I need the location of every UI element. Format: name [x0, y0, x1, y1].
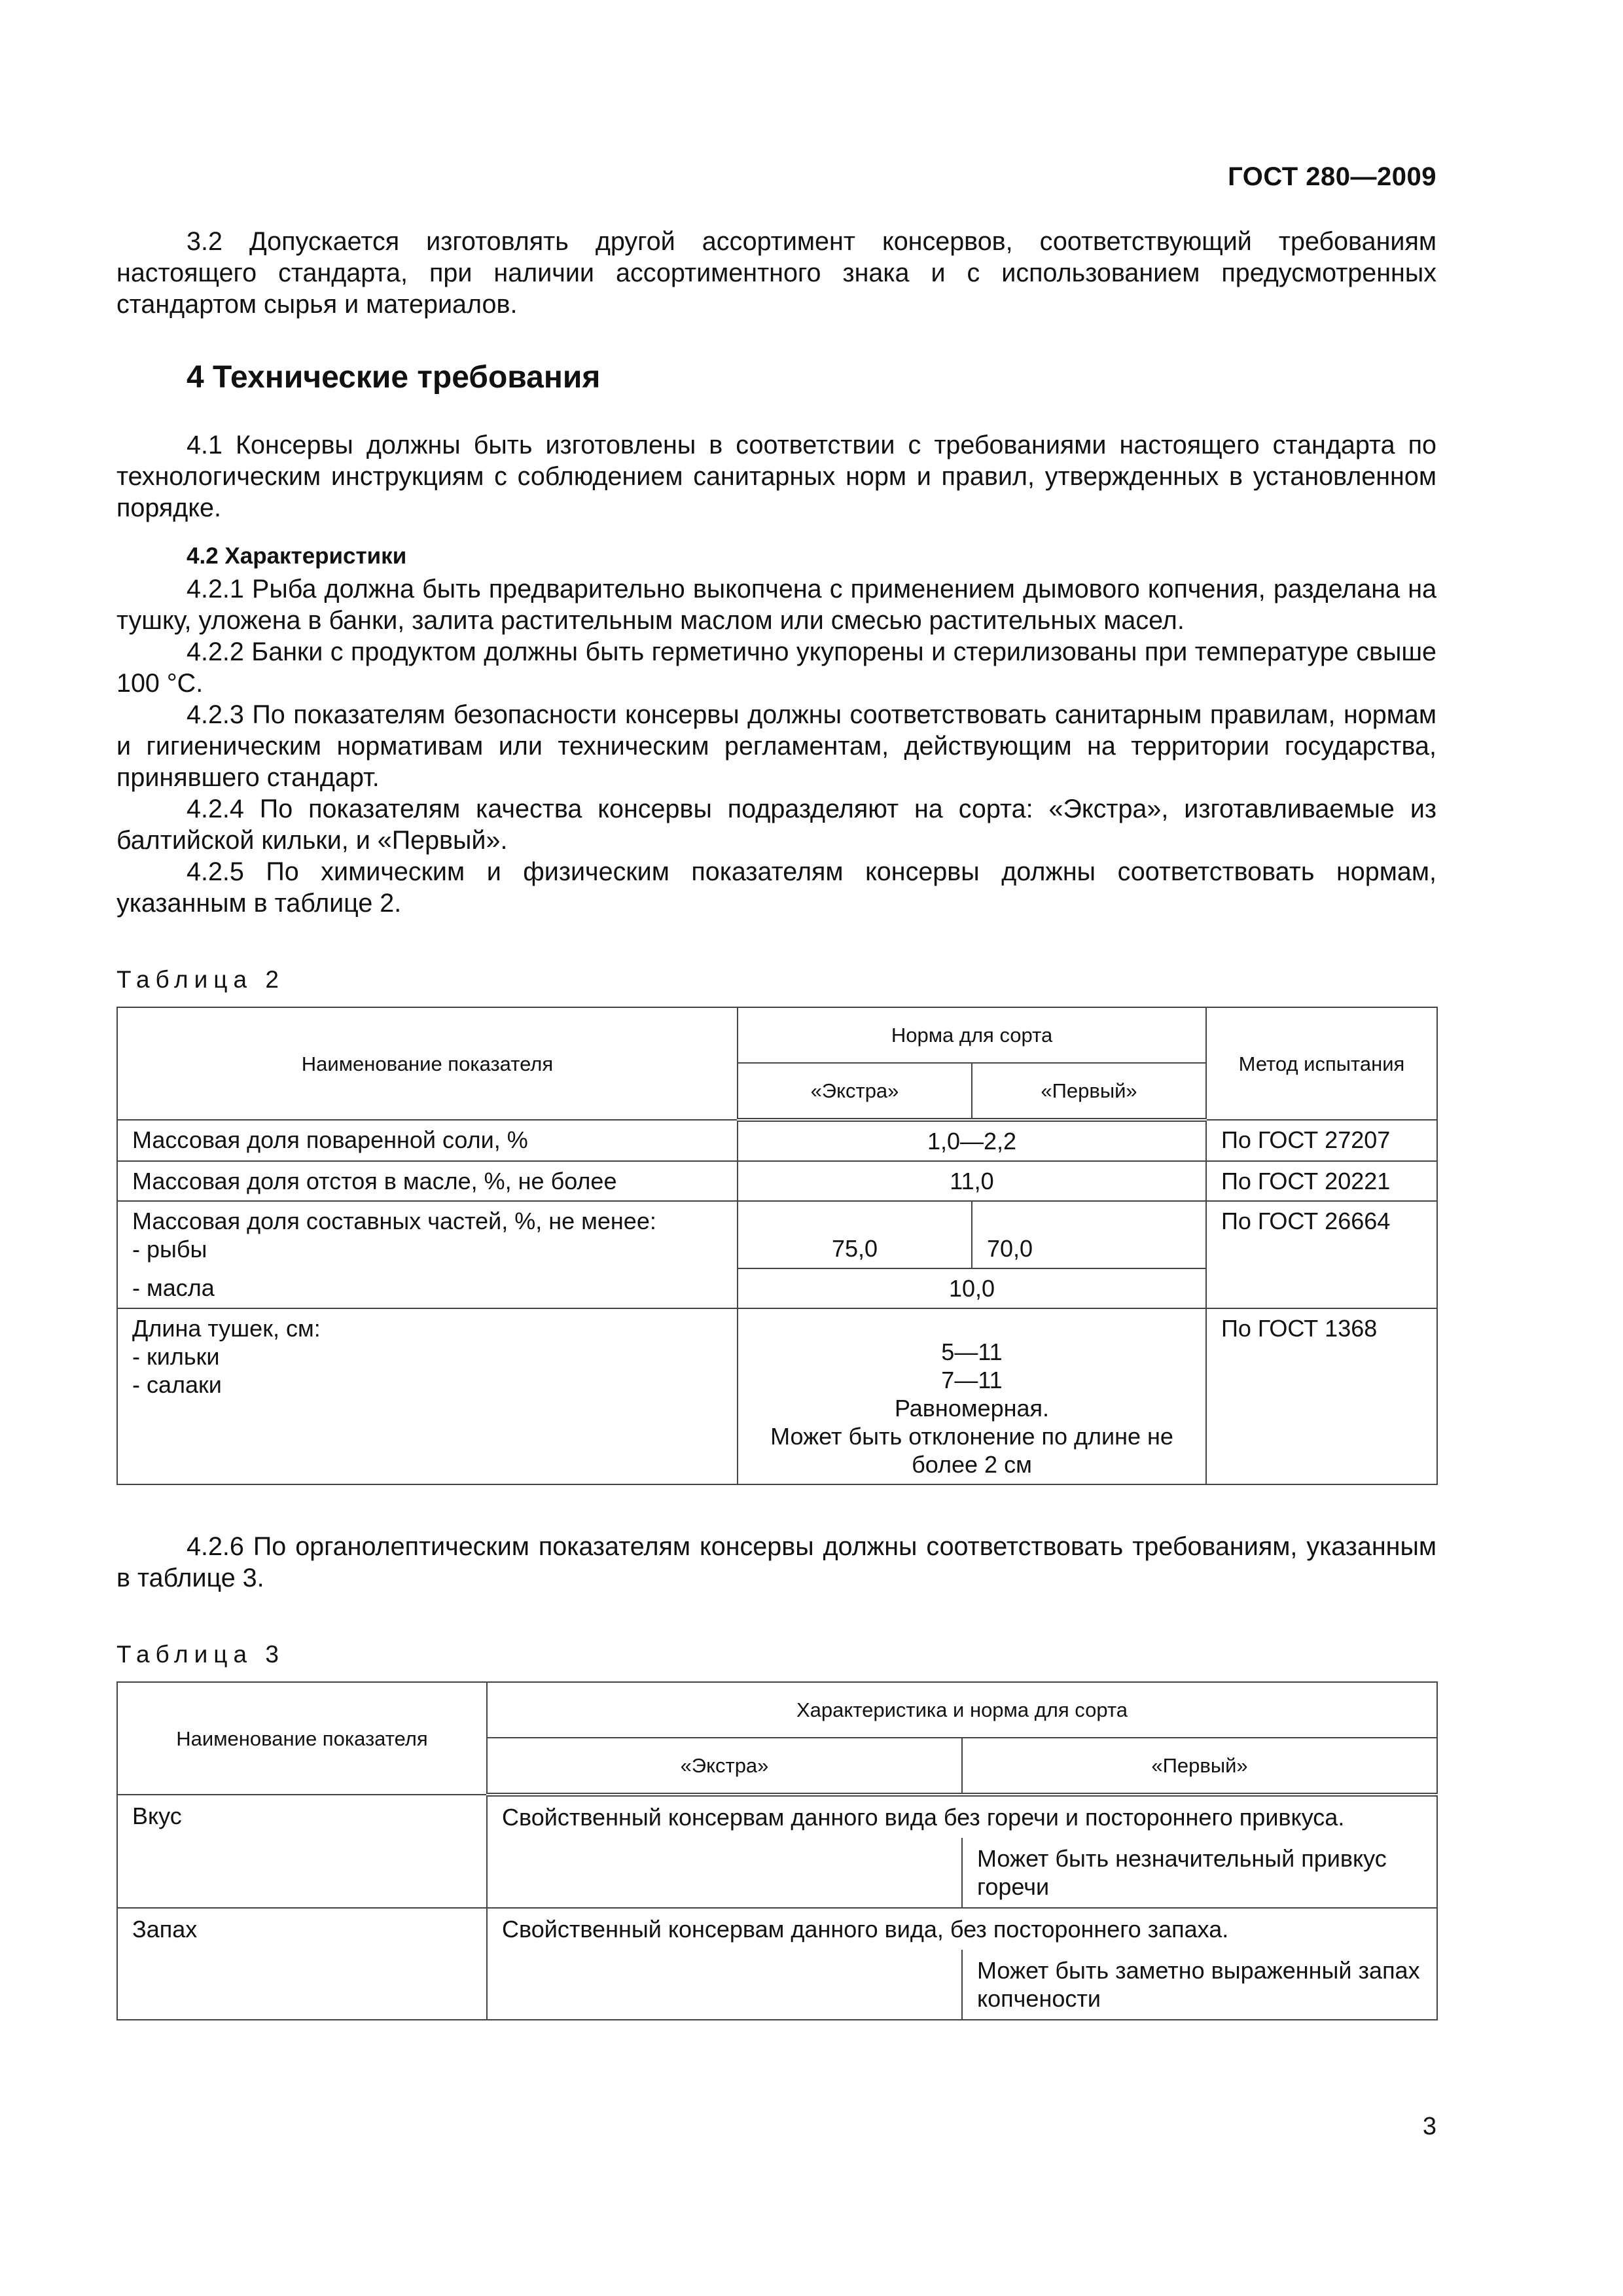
document-code: ГОСТ 280—2009 — [1228, 162, 1436, 191]
table-2-header-first: «Первый» — [972, 1063, 1206, 1120]
table-2-length-value-line-5: более 2 см — [912, 1451, 1032, 1478]
table-2-fish-first: 70,0 — [972, 1201, 1206, 1268]
table-2-length-value-line-4: Может быть отклонение по длине не — [770, 1423, 1173, 1450]
table-2-length-name-line-1: Длина тушек, см: — [132, 1315, 321, 1342]
paragraph-4-1: 4.1 Консервы должны быть изготовлены в соответствии с требованиями настоящего стандарта по технологическим инструкциям с соблюдением санитарных норм и правил, утвержденных в установленном порядке. — [116, 431, 1436, 522]
table-row — [117, 1161, 1437, 1201]
table-2-length-value-line-2: 7—11 — [941, 1367, 1003, 1393]
table-3-taste-common: Свойственный консервам данного вида без горечи и постороннего привкуса. — [487, 1795, 1437, 1838]
paragraph-4-2-5: 4.2.5 По химическим и физическим показателям консервы должны соответствовать нормам, указанным в таблице 2. — [116, 857, 1436, 918]
paragraph-3-2: 3.2 Допускается изготовлять другой ассортимент консервов, соответствующий требованиям настоящего стандарта, при наличии ассортиментного знака и с использованием предусмотренных стандартом сырья и материалов. — [116, 227, 1436, 319]
table-2-length-method: По ГОСТ 1368 — [1206, 1308, 1437, 1484]
table-3-header-extra: «Экстра» — [487, 1738, 962, 1795]
paragraph-4-2-3: 4.2.3 По показателям безопасности консервы должны соответствовать санитарным правилам, нормам и гигиеническим нормативам или техническим регламентам, действующим на территории государства, принявшего стандарт. — [116, 700, 1436, 792]
table-2-header-method: Метод испытания — [1206, 1007, 1437, 1120]
table-3-smell-extra-empty — [487, 1950, 962, 2020]
paragraph-4-2-4: 4.2.4 По показателям качества консервы подразделяют на сорта: «Экстра», изготавливаемые из балтийской кильки, и «Первый». — [116, 795, 1436, 855]
paragraph-4-2-1: 4.2.1 Рыба должна быть предварительно выкопчена с применением дымового копчения, разделана на тушку, уложена в банки, залита растительным маслом или смесью растительных масел. — [116, 575, 1436, 635]
table-3-header-norm: Характеристика и норма для сорта — [487, 1682, 1437, 1738]
table-3-smell-common: Свойственный консервам данного вида, без постороннего запаха. — [487, 1908, 1437, 1950]
table-3-header-first: «Первый» — [962, 1738, 1437, 1795]
page-number: 3 — [1422, 2113, 1436, 2140]
table-2-header-extra: «Экстра» — [738, 1063, 972, 1120]
table-2-length-name-line-3: - салаки — [132, 1371, 222, 1398]
table-3-smell-first-note: Может быть заметно выраженный запах копчености — [962, 1950, 1437, 2020]
table-3-caption: Таблица 3 — [116, 1641, 285, 1668]
table-2-length-value-line-3: Равномерная. — [894, 1395, 1050, 1422]
table-2-length-name — [117, 1308, 738, 1484]
table-2-parts-method: По ГОСТ 26664 — [1206, 1201, 1437, 1308]
table-2-fish-extra: 75,0 — [738, 1201, 972, 1268]
paragraph-4-2-2: 4.2.2 Банки с продуктом должны быть герметично укупорены и стерилизованы при температуре свыше 100 °С. — [116, 637, 1436, 698]
table-row — [117, 1908, 1437, 1950]
table-row — [117, 1120, 1437, 1161]
table-2-salt-value: 1,0—2,2 — [738, 1120, 1206, 1161]
table-2-caption: Таблица 2 — [116, 966, 285, 993]
table-2 — [116, 1007, 1438, 1485]
section-4-title: 4 Технические требования — [187, 360, 601, 395]
table-row — [117, 1795, 1437, 1838]
table-2-salt-name: Массовая доля поваренной соли, % — [117, 1120, 738, 1161]
table-2-length-name-line-2: - кильки — [132, 1343, 220, 1370]
table-2-header-name: Наименование показателя — [117, 1007, 738, 1120]
table-2-salt-method: По ГОСТ 27207 — [1206, 1120, 1437, 1161]
table-row — [117, 1201, 1437, 1268]
table-3-header-row-1 — [117, 1682, 1437, 1738]
table-2-length-value — [738, 1308, 1206, 1484]
table-2-parts-name — [117, 1201, 738, 1268]
table-2-sediment-value: 11,0 — [738, 1161, 1206, 1201]
table-2-oil-value: 10,0 — [738, 1268, 1206, 1308]
table-3-smell-name: Запах — [117, 1908, 487, 2020]
paragraph-4-2-6: 4.2.6 По органолептическим показателям консервы должны соответствовать требованиям, указанным в таблице 3. — [116, 1532, 1436, 1592]
table-3 — [116, 1681, 1438, 2020]
table-row — [117, 1308, 1437, 1484]
table-3-taste-first-note: Может быть незначительный привкус горечи — [962, 1838, 1437, 1908]
table-2-parts-name-line-1: Массовая доля составных частей, %, не менее: — [132, 1208, 656, 1234]
page-content — [116, 226, 1436, 2020]
table-3-header-name: Наименование показателя — [117, 1682, 487, 1795]
subsection-4-2-title: 4.2 Характеристики — [187, 543, 407, 569]
table-2-length-value-line-1: 5—11 — [941, 1338, 1003, 1365]
table-2-header-norm: Норма для сорта — [738, 1007, 1206, 1063]
table-2-header-row-1 — [117, 1007, 1437, 1063]
table-2-parts-name-line-2: - рыбы — [132, 1236, 207, 1263]
table-3-taste-name: Вкус — [117, 1795, 487, 1908]
table-2-sediment-name: Массовая доля отстоя в масле, %, не более — [117, 1161, 738, 1201]
table-3-taste-extra-empty — [487, 1838, 962, 1908]
table-2-oil-name: - масла — [117, 1268, 738, 1308]
table-2-sediment-method: По ГОСТ 20221 — [1206, 1161, 1437, 1201]
